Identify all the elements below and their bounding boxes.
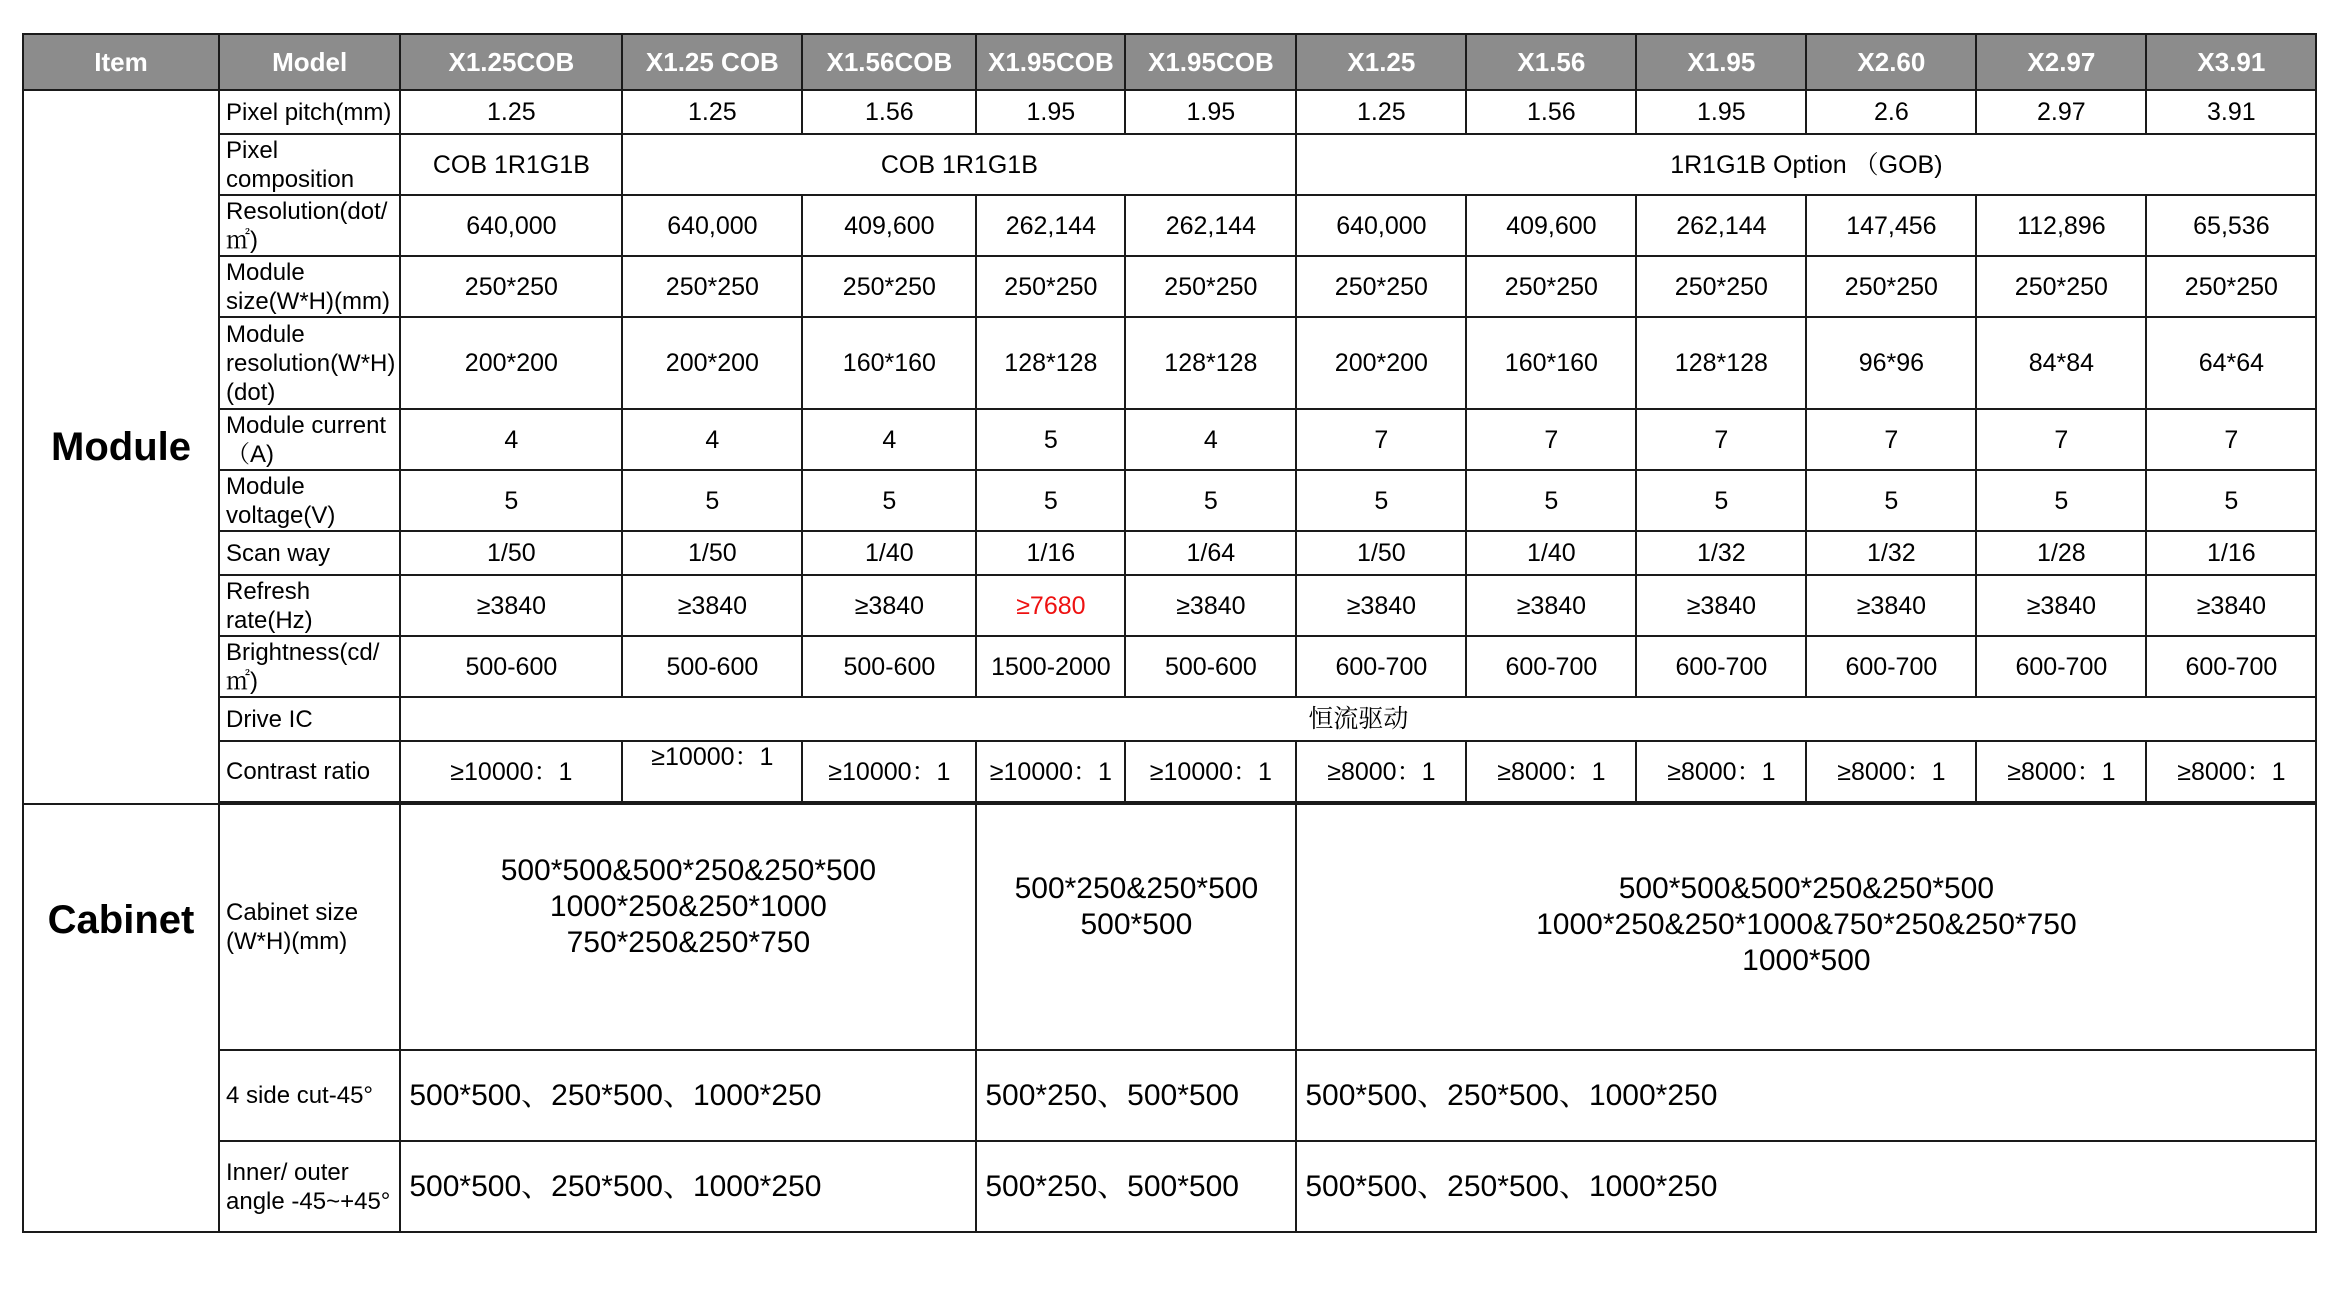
cell: ≥10000：1 xyxy=(976,741,1125,802)
param-label: Drive IC xyxy=(219,697,400,741)
cell: ≥8000：1 xyxy=(1976,741,2146,802)
cell: 600-700 xyxy=(1636,636,1806,697)
cell: 84*84 xyxy=(1976,317,2146,409)
cell: ≥3840 xyxy=(622,575,802,636)
cell: 4 xyxy=(622,409,802,470)
cell: 262,144 xyxy=(1125,195,1296,256)
cell: 5 xyxy=(622,470,802,531)
cell: 64*64 xyxy=(2146,317,2316,409)
param-label: Cabinet size (W*H)(mm) xyxy=(219,804,400,1050)
header-model-col: X1.56COB xyxy=(802,34,976,90)
cell: ≥10000：1 xyxy=(400,741,622,802)
cell-cabinet-group3 xyxy=(1296,804,2316,1050)
header-model: Model xyxy=(219,34,400,90)
cell: 5 xyxy=(976,470,1125,531)
cell: 1/50 xyxy=(1296,531,1466,575)
cell: 5 xyxy=(976,409,1125,470)
cell: 7 xyxy=(2146,409,2316,470)
cell-drive-ic: 恒流驱动 xyxy=(400,697,2316,741)
cell: 1500-2000 xyxy=(976,636,1125,697)
cell: 1.56 xyxy=(1466,90,1636,134)
cell: 250*250 xyxy=(1296,256,1466,317)
cell: 600-700 xyxy=(2146,636,2316,697)
cell: 500-600 xyxy=(400,636,622,697)
cell: 1/16 xyxy=(976,531,1125,575)
cell: 640,000 xyxy=(622,195,802,256)
cell: 7 xyxy=(1296,409,1466,470)
cell: 1/16 xyxy=(2146,531,2316,575)
section-module-label: Module xyxy=(23,90,219,804)
cell: ≥3840 xyxy=(1466,575,1636,636)
cell: 200*200 xyxy=(1296,317,1466,409)
cell: 409,600 xyxy=(1466,195,1636,256)
cell: 160*160 xyxy=(802,317,976,409)
row-module-size xyxy=(23,256,2316,317)
cell: 1/50 xyxy=(400,531,622,575)
header-row xyxy=(23,34,2316,90)
cell: ≥3840 xyxy=(1125,575,1296,636)
cell: 262,144 xyxy=(976,195,1125,256)
cell: 500-600 xyxy=(622,636,802,697)
header-model-col: X1.95 xyxy=(1636,34,1806,90)
cell: ≥3840 xyxy=(802,575,976,636)
cell: 1.95 xyxy=(1125,90,1296,134)
header-model-col: X1.95COB xyxy=(976,34,1125,90)
cell: 250*250 xyxy=(400,256,622,317)
cell: 250*250 xyxy=(1466,256,1636,317)
cell: ≥8000：1 xyxy=(1806,741,1976,802)
cell: 500-600 xyxy=(1125,636,1296,697)
param-label: Scan way xyxy=(219,531,400,575)
cell-highlight: ≥7680 xyxy=(976,575,1125,636)
cell-angle-group3: 500*500、250*500、1000*250 xyxy=(1296,1141,2316,1232)
cell: 2.6 xyxy=(1806,90,1976,134)
cell: 160*160 xyxy=(1466,317,1636,409)
cell: 200*200 xyxy=(400,317,622,409)
cell: 1/40 xyxy=(802,531,976,575)
cell-gob-group: 1R1G1B Option （GOB) xyxy=(1296,134,2316,195)
cell: 600-700 xyxy=(1806,636,1976,697)
cell-sidecut-group3: 500*500、250*500、1000*250 xyxy=(1296,1050,2316,1141)
cabinet-size-line: 1000*500 xyxy=(1742,944,1871,977)
row-contrast-ratio xyxy=(23,741,2316,802)
cabinet-size-line: 500*500&500*250&250*500 xyxy=(1618,872,1995,905)
cabinet-size-line: 1000*250&250*1000&750*250&250*750 xyxy=(1536,908,2077,941)
header-model-col: X1.56 xyxy=(1466,34,1636,90)
header-model-col: X3.91 xyxy=(2146,34,2316,90)
param-label: Pixel composition xyxy=(219,134,400,195)
row-inner-outer xyxy=(23,1141,2316,1232)
cell: 128*128 xyxy=(1636,317,1806,409)
cell: ≥10000：1 xyxy=(1125,741,1296,802)
cell: ≥3840 xyxy=(1806,575,1976,636)
cell: 1/32 xyxy=(1806,531,1976,575)
cabinet-size-line: 500*250&250*500 xyxy=(1014,872,1259,905)
cabinet-size-line: 500*500 xyxy=(1080,908,1193,941)
cell: 250*250 xyxy=(802,256,976,317)
cell: 5 xyxy=(1976,470,2146,531)
header-model-col: X1.95COB xyxy=(1125,34,1296,90)
cell: 600-700 xyxy=(1976,636,2146,697)
cell: 112,896 xyxy=(1976,195,2146,256)
cell: ≥10000：1 xyxy=(802,741,976,802)
cell: 250*250 xyxy=(1125,256,1296,317)
cell: 5 xyxy=(1806,470,1976,531)
cell: 128*128 xyxy=(976,317,1125,409)
cell: 1.25 xyxy=(400,90,622,134)
header-model-col: X1.25 COB xyxy=(622,34,802,90)
row-scan-way xyxy=(23,531,2316,575)
cell: 3.91 xyxy=(2146,90,2316,134)
row-resolution xyxy=(23,195,2316,256)
header-model-col: X2.60 xyxy=(1806,34,1976,90)
cell: 409,600 xyxy=(802,195,976,256)
cell: 1/28 xyxy=(1976,531,2146,575)
cell: ≥8000：1 xyxy=(1466,741,1636,802)
cell: 128*128 xyxy=(1125,317,1296,409)
cell: 640,000 xyxy=(400,195,622,256)
row-module-voltage xyxy=(23,470,2316,531)
section-cabinet-label: Cabinet xyxy=(23,804,219,1232)
cell: 65,536 xyxy=(2146,195,2316,256)
cell: 2.97 xyxy=(1976,90,2146,134)
param-label: Module current （A) xyxy=(219,409,400,470)
cell-sidecut-group2: 500*250、500*500 xyxy=(976,1050,1296,1141)
row-cabinet-size xyxy=(23,804,2316,1050)
cell: 600-700 xyxy=(1466,636,1636,697)
cell: 5 xyxy=(1466,470,1636,531)
cell: 96*96 xyxy=(1806,317,1976,409)
cell-cob-group: COB 1R1G1B xyxy=(622,134,1296,195)
param-label: Module voltage(V) xyxy=(219,470,400,531)
cell-cob-single: COB 1R1G1B xyxy=(400,134,622,195)
cell: 250*250 xyxy=(2146,256,2316,317)
spec-table xyxy=(22,33,2317,1233)
header-item: Item xyxy=(23,34,219,90)
cell: 262,144 xyxy=(1636,195,1806,256)
cell: 7 xyxy=(1976,409,2146,470)
cell: 5 xyxy=(2146,470,2316,531)
cell: ≥8000：1 xyxy=(2146,741,2316,802)
cell: ≥3840 xyxy=(1636,575,1806,636)
cell: 5 xyxy=(400,470,622,531)
cell: 250*250 xyxy=(1976,256,2146,317)
cell: ≥10000：1 xyxy=(622,741,802,802)
cell: 1.56 xyxy=(802,90,976,134)
cabinet-size-line: 1000*250&250*1000 xyxy=(549,890,827,923)
param-label: Refresh rate(Hz) xyxy=(219,575,400,636)
cell: 5 xyxy=(802,470,976,531)
param-label: Brightness(cd/㎡) xyxy=(219,636,400,697)
param-label: Module resolution(W*H)(dot) xyxy=(219,317,400,409)
cell: 1/50 xyxy=(622,531,802,575)
cell: 250*250 xyxy=(1636,256,1806,317)
row-pixel-pitch xyxy=(23,90,2316,134)
cell: 4 xyxy=(1125,409,1296,470)
cabinet-size-line: 750*250&250*750 xyxy=(566,926,811,959)
row-brightness xyxy=(23,636,2316,697)
cell: 200*200 xyxy=(622,317,802,409)
cell: 7 xyxy=(1636,409,1806,470)
cell: 1/40 xyxy=(1466,531,1636,575)
cell: 4 xyxy=(802,409,976,470)
cell: 250*250 xyxy=(976,256,1125,317)
param-label: Module size(W*H)(mm) xyxy=(219,256,400,317)
row-module-resolution xyxy=(23,317,2316,409)
cell: 5 xyxy=(1296,470,1466,531)
cell-sidecut-group1: 500*500、250*500、1000*250 xyxy=(400,1050,976,1141)
row-module-current xyxy=(23,409,2316,470)
cell: 7 xyxy=(1806,409,1976,470)
cell: 250*250 xyxy=(1806,256,1976,317)
cell: 1/64 xyxy=(1125,531,1296,575)
cell: ≥8000：1 xyxy=(1296,741,1466,802)
header-model-col: X1.25COB xyxy=(400,34,622,90)
cell: 1.95 xyxy=(976,90,1125,134)
cell: ≥3840 xyxy=(1976,575,2146,636)
cell-cabinet-group1 xyxy=(400,804,976,1050)
cell: 1.95 xyxy=(1636,90,1806,134)
row-pixel-composition xyxy=(23,134,2316,195)
param-label: Resolution(dot/㎡) xyxy=(219,195,400,256)
cell: 5 xyxy=(1636,470,1806,531)
cell: 4 xyxy=(400,409,622,470)
param-label: Contrast ratio xyxy=(219,741,400,802)
row-side-cut xyxy=(23,1050,2316,1141)
param-label: Pixel pitch(mm) xyxy=(219,90,400,134)
cell: ≥3840 xyxy=(2146,575,2316,636)
cabinet-size-line: 500*500&500*250&250*500 xyxy=(500,854,877,887)
cell: 1.25 xyxy=(622,90,802,134)
cell: 1.25 xyxy=(1296,90,1466,134)
cell: 500-600 xyxy=(802,636,976,697)
cell: ≥3840 xyxy=(400,575,622,636)
cell: 147,456 xyxy=(1806,195,1976,256)
cell: 640,000 xyxy=(1296,195,1466,256)
cell-angle-group1: 500*500、250*500、1000*250 xyxy=(400,1141,976,1232)
cell: 250*250 xyxy=(622,256,802,317)
cell: 600-700 xyxy=(1296,636,1466,697)
cell: 7 xyxy=(1466,409,1636,470)
cell: ≥8000：1 xyxy=(1636,741,1806,802)
cell-cabinet-group2 xyxy=(976,804,1296,1050)
cell: ≥3840 xyxy=(1296,575,1466,636)
param-label: 4 side cut-45° xyxy=(219,1050,400,1141)
cell: 5 xyxy=(1125,470,1296,531)
cell: 1/32 xyxy=(1636,531,1806,575)
header-model-col: X2.97 xyxy=(1976,34,2146,90)
row-drive-ic xyxy=(23,697,2316,741)
cell-angle-group2: 500*250、500*500 xyxy=(976,1141,1296,1232)
row-refresh-rate xyxy=(23,575,2316,636)
header-model-col: X1.25 xyxy=(1296,34,1466,90)
param-label: Inner/ outer angle -45~+45° xyxy=(219,1141,400,1232)
